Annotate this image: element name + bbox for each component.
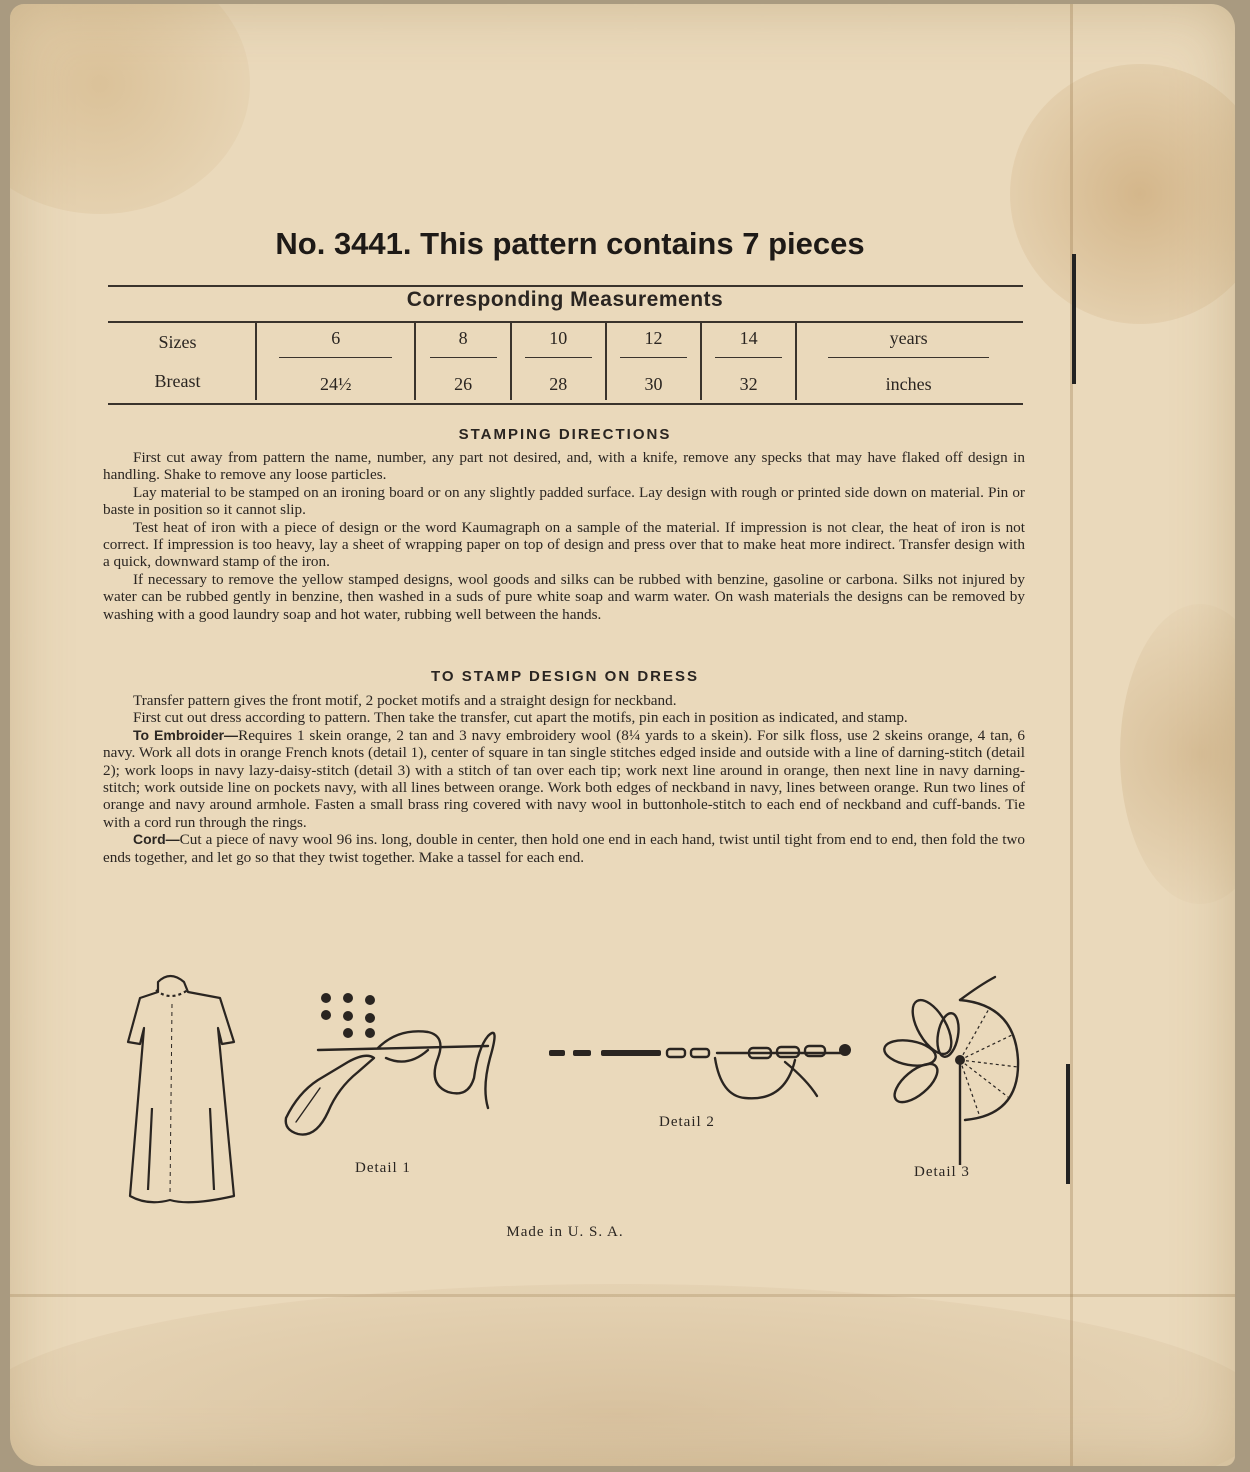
dress-heading: TO STAMP DESIGN ON DRESS (430, 668, 700, 685)
size-cell: 8 (415, 322, 510, 363)
size-cell: 10 (511, 322, 606, 363)
dress-illustration (100, 968, 250, 1213)
rule-bottom (108, 403, 1023, 405)
rule-top (108, 285, 1023, 287)
breast-cell: 26 (415, 363, 510, 400)
dress-directions (103, 692, 1025, 866)
pattern-title: No. 3441. This pattern contains 7 pieces (275, 226, 865, 261)
stamping-paragraph: If necessary to remove the yellow stamped designs, wool goods and silks can be rubbed with benzine, gasoline or carbona. Silks not injured by water can be rubbed gently in benzine, then washed in a suds of pure white soap and warm water. On wash materials the designs can be removed by washing with a good laundry soap and hot water, rubbing well between the hands. (103, 570, 1025, 623)
detail-3-caption: Detail 3 (914, 1164, 970, 1180)
sizes-label: Sizes (158, 332, 197, 353)
breast-cell: 24½ (256, 363, 415, 400)
unit-inches: inches (796, 363, 1020, 400)
breast-cell: 30 (606, 363, 701, 400)
breast-label: Breast (154, 371, 201, 392)
detail-3-illustration (880, 975, 1040, 1165)
dress-paragraph: Transfer pattern gives the front motif, 2 pocket motifs and a straight design for neckband. (133, 692, 677, 709)
breast-row (100, 363, 1020, 400)
size-cell: 12 (606, 322, 701, 363)
embroider-paragraph (103, 727, 1025, 831)
detail-1-caption: Detail 1 (355, 1160, 411, 1176)
made-in-usa: Made in U. S. A. (506, 1224, 624, 1240)
embroider-lead: To Embroider— (133, 726, 239, 743)
breast-cell: 28 (511, 363, 606, 400)
detail-1-illustration (278, 988, 518, 1153)
stamping-paragraph: First cut away from pattern the name, number, any part not desired, and, with a knife, remove any specks that may have flaked off design in handling. Shake to remove any loose particles. (103, 449, 1025, 484)
stamping-directions (103, 449, 1025, 623)
detail-2-caption: Detail 2 (659, 1114, 715, 1130)
measurements-table (100, 322, 1020, 400)
size-cell: 6 (256, 322, 415, 363)
cord-text: Cut a piece of navy wool 96 ins. long, double in center, then hold one end in each hand, twist until tight from end to end, then fold the two ends together, and let go so that they twist together. Make a tassel for each end. (103, 831, 1025, 866)
detail-2-illustration (545, 1036, 865, 1111)
cord-lead: Cord— (133, 831, 180, 848)
dress-paragraph: First cut out dress according to pattern. Then take the transfer, cut apart the motifs, pin each in position as indicated, and stamp. (133, 709, 908, 727)
stamping-paragraph: Test heat of iron with a piece of design or the word Kaumagraph on a sample of the material. If impression is not clear, the heat of iron is not correct. If impression is too heavy, lay a sheet of wrapping paper on top of design and press over that to make heat more indirect. Transfer design with a quick, downward stamp of the iron. (103, 518, 1025, 571)
sizes-row (100, 322, 1020, 363)
measurements-heading: Corresponding Measurements (406, 288, 724, 311)
stamping-paragraph: Lay material to be stamped on an ironing board or on any slightly padded surface. Lay design with rough or printed side down on material. Pin or baste in position so it cannot slip. (103, 483, 1025, 519)
embroider-text: Requires 1 skein orange, 2 tan and 3 navy embroidery wool (8¼ yards to a skein). For silk floss, use 2 skeins orange, 4 tan, 6 navy. Work all dots in orange French knots (detail 1), center of square in tan single stitches edged inside and outside with a line of darning-stitch (detail 2); work loops in navy lazy-daisy-stitch (detail 3) with a stitch of tan over each tip; work next line around in orange, then next line in navy darning-stitch; work outside line on pockets navy, with all lines between orange. Work both edges of neckband in navy, lines between orange. Run two lines of orange and navy around armhole. Fasten a small brass ring covered with navy wool in buttonhole-stitch to each end of neckband and cuff-bands. Tie with a cord run through the rings. (103, 726, 1025, 831)
breast-cell: 32 (701, 363, 796, 400)
size-cell: 14 (701, 322, 796, 363)
cord-paragraph (103, 831, 1025, 866)
stamping-heading: STAMPING DIRECTIONS (458, 426, 672, 443)
unit-years: years (796, 322, 1020, 363)
